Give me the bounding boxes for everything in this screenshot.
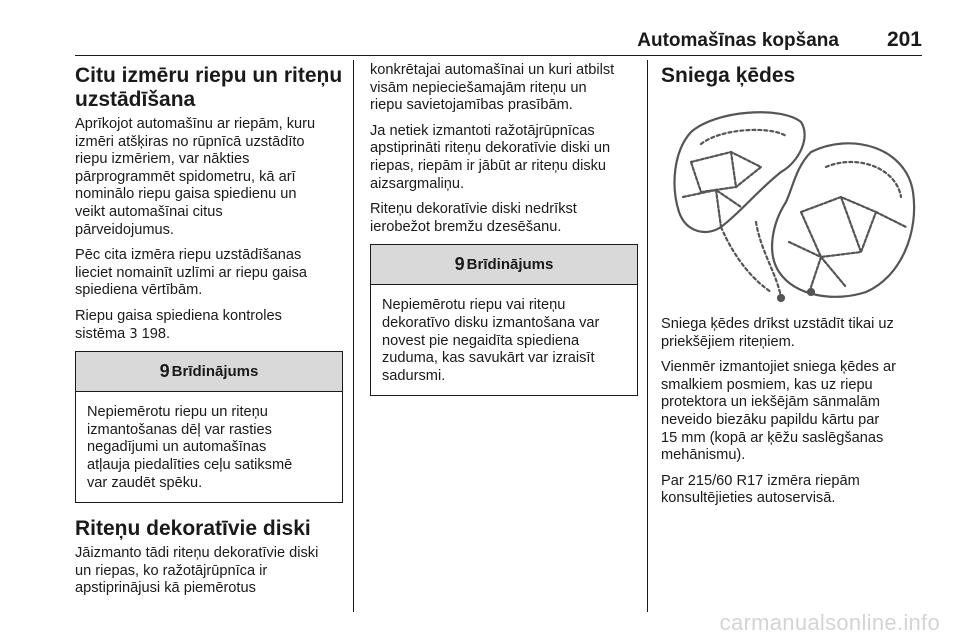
warning-text: Nepiemērotu riepu vai riteņu dekoratīvo disku izmantošana var novest pie negaidīta spiediena zuduma, kas savukārt var izraisīt sadursmi. <box>382 297 600 384</box>
paragraph-tpms-reference <box>75 308 343 343</box>
section-heading-snow-chains: Sniega ķēdes <box>661 64 796 87</box>
paragraph: Ja netiek izmantoti ražotājrūpnīcas apstiprināti riteņu dekoratīvie diski un riepas, riepām ir jābūt ar riteņu disku aizsargmaliņu. <box>370 122 611 192</box>
warning-header <box>371 245 637 285</box>
paragraph-text: Riepu gaisa spiediena kontroles sistēma <box>75 307 282 342</box>
page-reference-link[interactable]: 198. <box>137 325 171 342</box>
arrow-ref-icon: 3 <box>129 326 138 342</box>
warning-title: Brīdinājums <box>171 362 259 380</box>
paragraph: Sniega ķēdes drīkst uzstādīt tikai uz priekšējiem riteņiem. <box>661 316 894 350</box>
warning-box <box>370 244 638 396</box>
header-divider <box>75 55 922 56</box>
page-number: 201 <box>886 28 922 51</box>
column-3 <box>661 62 926 516</box>
warning-triangle-icon: 9 <box>454 254 465 275</box>
warning-title: Brīdinājums <box>466 256 554 274</box>
watermark: carmanualsonline.info <box>719 610 940 635</box>
paragraph: Aprīkojot automašīnu ar riepām, kuru izmēri atšķiras no rūpnīcā uzstādīto riepu izmēriem, var nākties pārprogrammēt spidometru, kā arī nominālo riepu gaisa spiedienu un veikt automašīnai citus pārveidojumus. <box>75 116 316 238</box>
warning-triangle-icon: 9 <box>159 360 170 381</box>
paragraph: Par 215/60 R17 izmēra riepām konsultējieties autoservisā. <box>661 472 860 507</box>
paragraph: konkrētajai automašīnai un kuri atbilst visām nepieciešamajām riteņu un riepu savietojamības prasībām. <box>370 62 615 114</box>
warning-text: Nepiemērotu riepu un riteņu izmantošanas dēļ var rasties negadījumi un automašīnas atļauja piedalīties ceļu satiksmē var zaudēt spēku. <box>87 404 293 491</box>
column-2 <box>370 62 638 396</box>
snow-chains-illustration <box>661 92 923 308</box>
warning-header <box>76 352 342 392</box>
paragraph: Vienmēr izmantojiet sniega ķēdes ar smalkiem posmiem, kas uz riepu protektora un iekšējām sānmalām neveido biezāku papildu kārtu par 15 mm (kopā ar ķēžu saslēgšanas mehānismu). <box>661 359 896 464</box>
column-divider <box>647 60 648 612</box>
chapter-title: Automašīnas kopšana <box>637 30 839 51</box>
section-heading-other-tyre-sizes: Citu izmēru riepu un riteņu uzstādīšana <box>75 64 343 111</box>
paragraph: Riteņu dekoratīvie diski nedrīkst ierobežot bremžu dzesēšanu. <box>370 201 577 235</box>
page-header <box>0 28 922 56</box>
column-1 <box>75 62 343 606</box>
warning-box <box>75 351 343 503</box>
paragraph: Jāizmanto tādi riteņu dekoratīvie diski un riepas, ko ražotājrūpnīca ir apstiprinājusi kā piemērotus <box>75 545 319 597</box>
paragraph: Pēc cita izmēra riepu uzstādīšanas lieciet nomainīt uzlīmi ar riepu gaisa spiediena vērtībām. <box>75 247 307 299</box>
column-divider <box>353 60 354 612</box>
section-heading-wheel-covers: Riteņu dekoratīvie diski <box>75 517 311 541</box>
